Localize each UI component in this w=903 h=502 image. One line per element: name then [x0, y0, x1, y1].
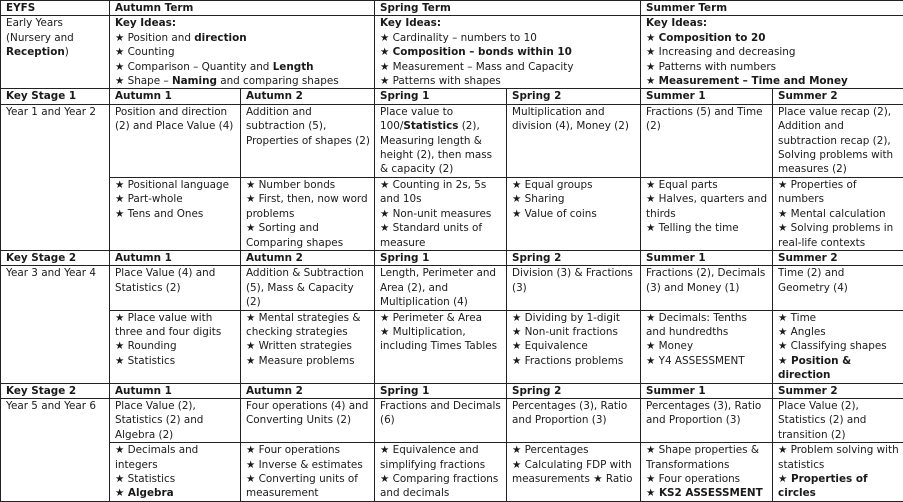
ks1-spring1-header: Spring 1 — [375, 89, 507, 104]
ks1-autumn1-units: Position and direction (2) and Place Value (4) — [110, 104, 241, 177]
ks2b-autumn1-units: Place Value (2), Statistics (2) and Algebra (2) — [110, 398, 241, 442]
ks2b-summer1-ideas: ★ Shape properties & Transformations ★ Four operations ★ KS2 ASSESSMENT — [641, 443, 773, 502]
ks2a-autumn1-header: Autumn 1 — [110, 250, 241, 265]
ks2a-header: Key Stage 2 — [1, 250, 110, 265]
ks2a-summer1-units: Fractions (2), Decimals (3) and Money (1) — [641, 266, 773, 310]
ks2a-header-row — [1, 250, 903, 265]
ks2a-year-label: Year 3 and Year 4 — [1, 266, 110, 383]
ks2b-header-row — [1, 383, 903, 398]
ks2b-autumn2-ideas: ★ Four operations ★ Inverse & estimates ★ Converting units of measurement — [241, 443, 375, 502]
ks1-summer1-header: Summer 1 — [641, 89, 773, 104]
ks1-spring1-units: Place value to 100/Statistics (2), Measuring length & height (2), then mass & capacity (2) — [375, 104, 507, 177]
ks1-autumn2-units: Addition and subtraction (5), Properties of shapes (2) — [241, 104, 375, 177]
ks2b-year-label: Year 5 and Year 6 — [1, 398, 110, 501]
ks2b-summer1-header: Summer 1 — [641, 383, 773, 398]
ks2a-units-row — [1, 266, 903, 310]
eyfs-spring-ideas: Key Ideas: ★ Cardinality – numbers to 10 ★ Composition – bonds within 10 ★ Measurement – Mass and Capacity ★ Patterns with shapes — [375, 16, 641, 89]
ks2a-spring2-ideas: ★ Dividing by 1-digit ★ Non-unit fractions ★ Equivalence ★ Fractions problems — [507, 310, 641, 383]
ks1-units-row — [1, 104, 903, 177]
ks1-year-label: Year 1 and Year 2 — [1, 104, 110, 250]
ks1-autumn2-ideas: ★ Number bonds ★ First, then, now word problems ★ Sorting and Comparing shapes — [241, 177, 375, 250]
ks2a-autumn1-units: Place Value (4) and Statistics (2) — [110, 266, 241, 310]
ks2a-summer2-ideas: ★ Time ★ Angles ★ Classifying shapes ★ Position & direction — [773, 310, 903, 383]
ks2b-spring2-ideas: ★ Percentages ★ Calculating FDP with measurements ★ Ratio — [507, 443, 641, 502]
ks2b-summer2-ideas: ★ Problem solving with statistics ★ Properties of circles — [773, 443, 903, 502]
ks2b-summer2-header: Summer 2 — [773, 383, 903, 398]
ks2a-ideas-row — [1, 310, 903, 383]
ks2a-spring1-ideas: ★ Perimeter & Area ★ Multiplication, including Times Tables — [375, 310, 507, 383]
ks2a-summer1-ideas: ★ Decimals: Tenths and hundredths ★ Money ★ Y4 ASSESSMENT — [641, 310, 773, 383]
ks2b-autumn1-ideas: ★ Decimals and integers ★ Statistics ★ Algebra — [110, 443, 241, 502]
eyfs-autumn-ideas: Key Ideas: ★ Position and direction ★ Counting ★ Comparison – Quantity and Length ★ Shape – Naming and comparing shapes — [110, 16, 375, 89]
ks1-summer1-units: Fractions (5) and Time (2) — [641, 104, 773, 177]
ks2b-spring2-header: Spring 2 — [507, 383, 641, 398]
ks1-header-row — [1, 89, 903, 104]
ks1-header: Key Stage 1 — [1, 89, 110, 104]
ks2a-summer2-units: Time (2) and Geometry (4) — [773, 266, 903, 310]
ks2a-summer2-header: Summer 2 — [773, 250, 903, 265]
ks1-summer2-ideas: ★ Properties of numbers ★ Mental calculation ★ Solving problems in real-life contexts — [773, 177, 903, 250]
ks2b-spring1-header: Spring 1 — [375, 383, 507, 398]
ks2a-spring2-header: Spring 2 — [507, 250, 641, 265]
ks2b-spring1-ideas: ★ Equivalence and simplifying fractions ★ Comparing fractions and decimals — [375, 443, 507, 502]
summer-term-header: Summer Term — [641, 1, 903, 16]
ks2a-autumn1-ideas: ★ Place value with three and four digits ★ Rounding ★ Statistics — [110, 310, 241, 383]
ks2a-autumn2-ideas: ★ Mental strategies & checking strategies ★ Written strategies ★ Measure problems — [241, 310, 375, 383]
ks2b-spring2-units: Percentages (3), Ratio and Proportion (3) — [507, 398, 641, 442]
ks2b-spring1-units: Fractions and Decimals (6) — [375, 398, 507, 442]
ks2b-autumn2-header: Autumn 2 — [241, 383, 375, 398]
eyfs-header-row — [1, 1, 903, 16]
ks2a-spring1-units: Length, Perimeter and Area (2), and Multiplication (4) — [375, 266, 507, 310]
ks1-autumn1-ideas: ★ Positional language ★ Part-whole ★ Tens and Ones — [110, 177, 241, 250]
ks2b-autumn2-units: Four operations (4) and Converting Units (2) — [241, 398, 375, 442]
eyfs-year-label: Early Years (Nursery and Reception) — [1, 16, 110, 89]
spring-term-header: Spring Term — [375, 1, 641, 16]
ks1-ideas-row — [1, 177, 903, 250]
eyfs-header: EYFS — [1, 1, 110, 16]
autumn-term-header: Autumn Term — [110, 1, 375, 16]
ks1-spring2-ideas: ★ Equal groups ★ Sharing ★ Value of coins — [507, 177, 641, 250]
ks2a-spring2-units: Division (3) & Fractions (3) — [507, 266, 641, 310]
eyfs-summer-ideas: Key Ideas: ★ Composition to 20 ★ Increasing and decreasing ★ Patterns with numbers ★ Measurement – Time and Money — [641, 16, 903, 89]
ks1-summer2-units: Place value recap (2), Addition and subtraction recap (2), Solving problems with measures (2) — [773, 104, 903, 177]
ks1-spring1-ideas: ★ Counting in 2s, 5s and 10s ★ Non-unit measures ★ Standard units of measure — [375, 177, 507, 250]
ks1-autumn2-header: Autumn 2 — [241, 89, 375, 104]
ks2b-summer2-units: Place Value (2), Statistics (2) and transition (2) — [773, 398, 903, 442]
ks2b-header: Key Stage 2 — [1, 383, 110, 398]
ks2a-spring1-header: Spring 1 — [375, 250, 507, 265]
ks1-autumn1-header: Autumn 1 — [110, 89, 241, 104]
ks2a-summer1-header: Summer 1 — [641, 250, 773, 265]
ks2b-summer1-units: Percentages (3), Ratio and Proportion (3) — [641, 398, 773, 442]
ks2b-units-row — [1, 398, 903, 442]
ks2a-autumn2-units: Addition & Subtraction (5), Mass & Capacity (2) — [241, 266, 375, 310]
ks2b-autumn1-header: Autumn 1 — [110, 383, 241, 398]
ks1-spring2-units: Multiplication and division (4), Money (2) — [507, 104, 641, 177]
ks2b-ideas-row — [1, 443, 903, 502]
ks1-spring2-header: Spring 2 — [507, 89, 641, 104]
eyfs-row — [1, 16, 903, 89]
ks1-summer2-header: Summer 2 — [773, 89, 903, 104]
ks1-summer1-ideas: ★ Equal parts ★ Halves, quarters and thirds ★ Telling the time — [641, 177, 773, 250]
ks2a-autumn2-header: Autumn 2 — [241, 250, 375, 265]
